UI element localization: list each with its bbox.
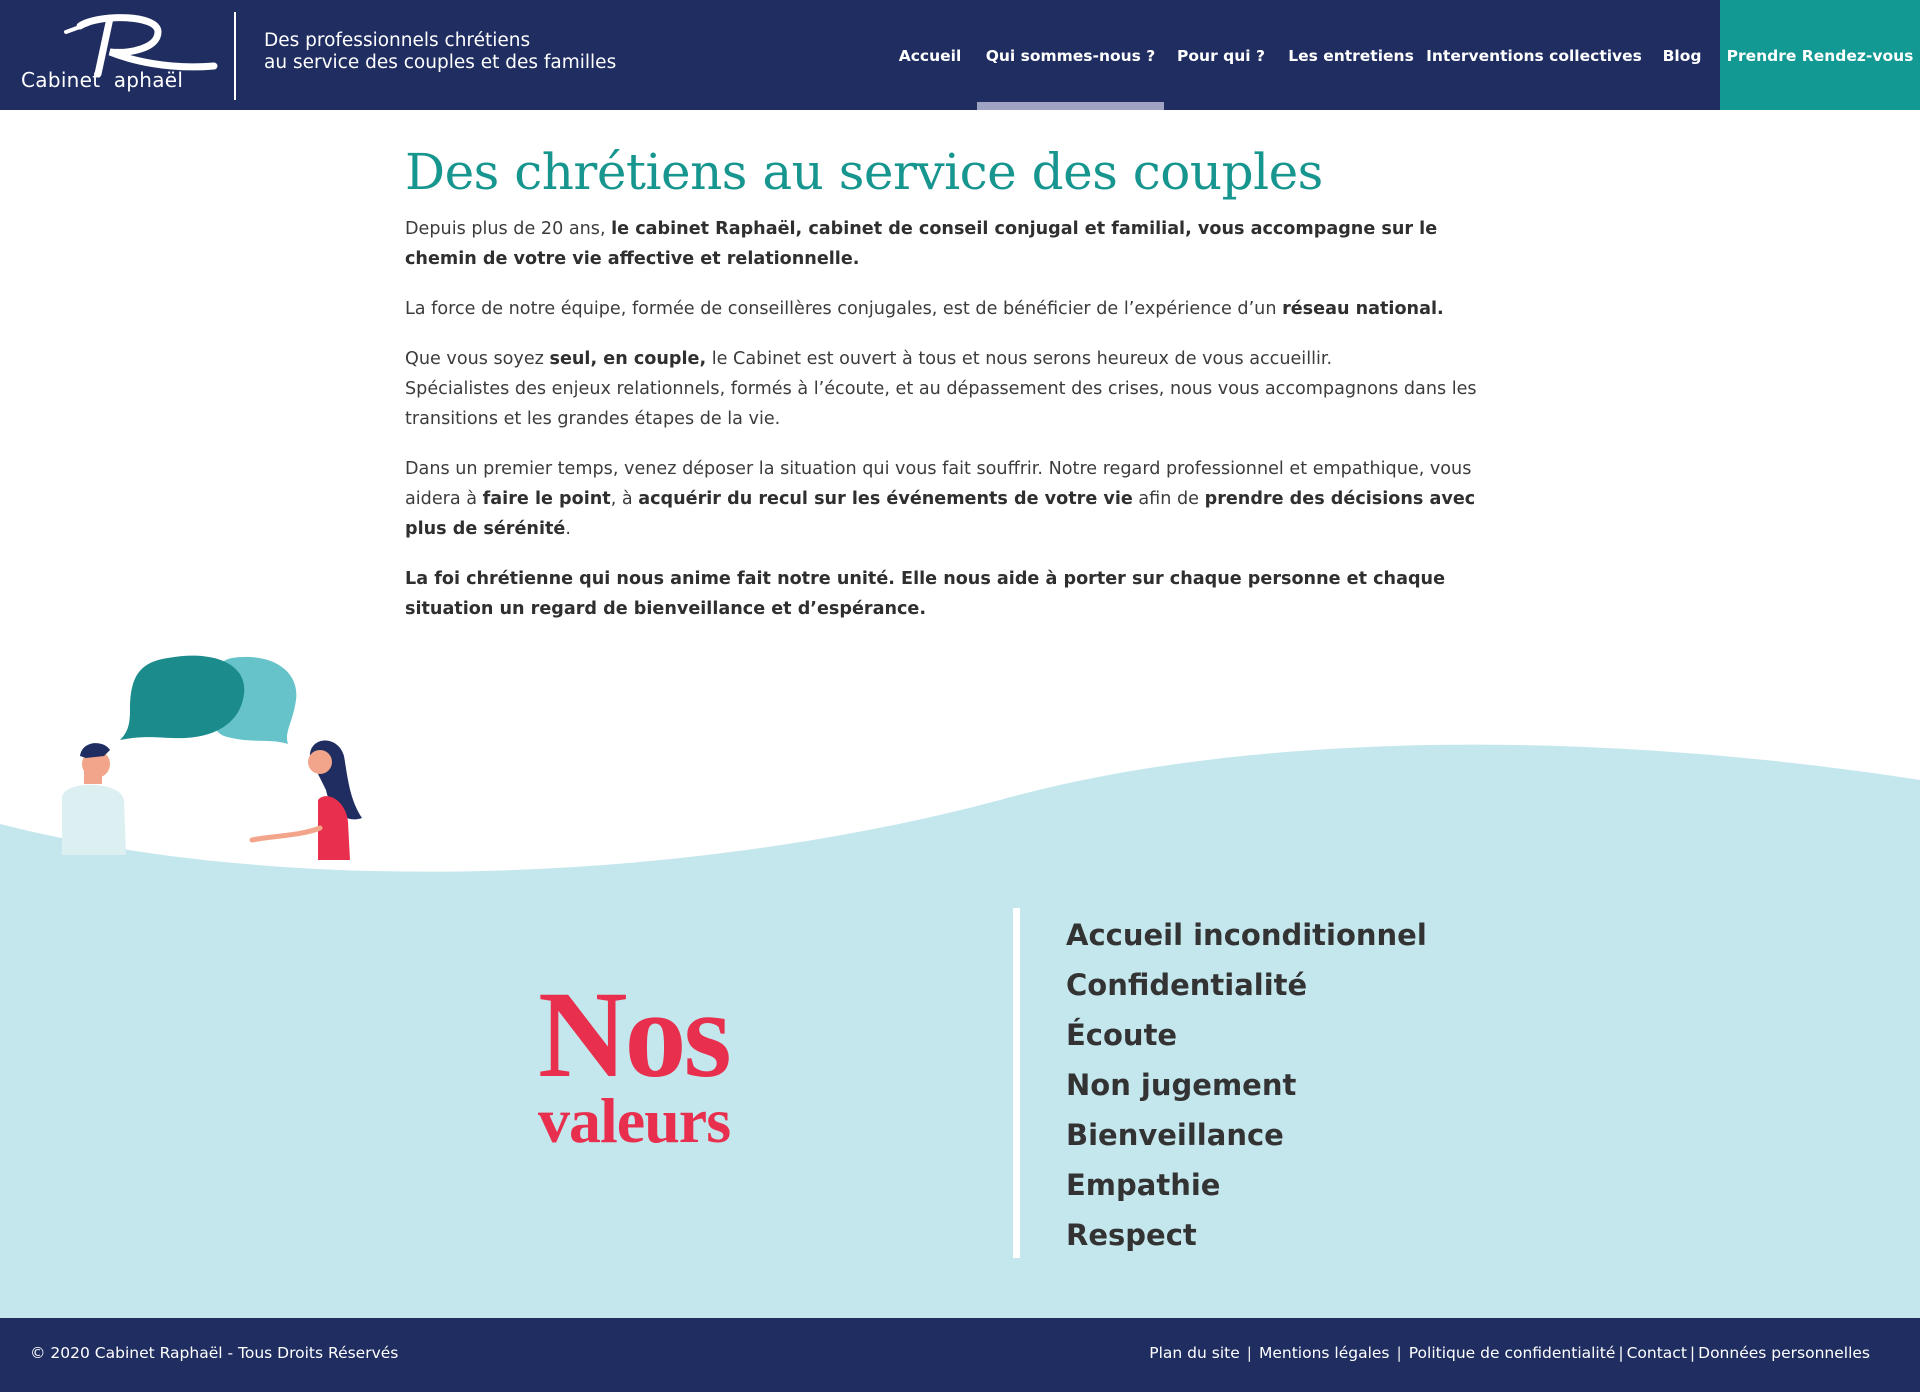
value-item: Bienveillance <box>1066 1118 1284 1152</box>
copyright-text: © 2020 Cabinet Raphaël - Tous Droits Réservés <box>30 1344 399 1362</box>
footer-separator: | <box>1689 1344 1696 1362</box>
nav-item-les-entretiens[interactable]: Les entretiens <box>1288 47 1414 65</box>
value-item: Confidentialité <box>1066 968 1308 1002</box>
page-title: Des chrétiens au service des couples <box>405 143 1323 201</box>
nav-item-accueil[interactable]: Accueil <box>898 47 962 65</box>
footer-separator: | <box>1246 1344 1252 1362</box>
nav-item-blog[interactable]: Blog <box>1662 47 1702 65</box>
value-item: Non jugement <box>1066 1068 1297 1102</box>
team-paragraph: La force de notre équipe, formée de conseillères conjugales, est de bénéficier de l’expérience d’un réseau national. <box>405 299 1444 319</box>
value-item: Accueil inconditionnel <box>1066 918 1427 952</box>
tagline-line-1: Des professionnels chrétiens <box>264 30 531 51</box>
nav-item-interventions-collectives[interactable]: Interventions collectives <box>1426 47 1642 65</box>
values-list <box>1066 910 1427 1260</box>
site-footer <box>0 1318 1920 1392</box>
footer-separator: | <box>1618 1344 1624 1362</box>
nav-item-pour-qui[interactable]: Pour qui ? <box>1177 47 1265 65</box>
main-content <box>405 138 1515 644</box>
footer-separator: | <box>1396 1344 1402 1362</box>
tagline-line-2: au service des couples et des familles <box>264 52 617 73</box>
site-header <box>0 0 1920 110</box>
man-figure-icon <box>62 743 126 855</box>
footer-links <box>1149 1344 1870 1362</box>
nav-item-qui-sommes-nous[interactable]: Qui sommes-nous ? <box>977 0 1164 110</box>
prendre-rendez-vous-button[interactable]: Prendre Rendez-vous <box>1720 0 1920 110</box>
footer-link-contact[interactable]: Contact <box>1626 1344 1687 1362</box>
logo-text: Cabinet aphaël <box>21 68 184 92</box>
value-item: Écoute <box>1066 1018 1178 1052</box>
conversation-illustration <box>0 640 380 870</box>
main-nav <box>0 0 1920 110</box>
intro-paragraph: Depuis plus de 20 ans, le cabinet Raphaël, cabinet de conseil conjugal et familial, vous accompagne sur le chemin de votre vie affective et relationnelle. <box>405 219 1438 269</box>
welcome-paragraph: Que vous soyez seul, en couple, le Cabinet est ouvert à tous et nous serons heureux de vous accueillir. Spécialistes des enjeux relationnels, formés à l’écoute, et au dépassement des crises, nous vous accompagnons dans les transitions et les grandes étapes de la vie. <box>405 349 1477 429</box>
values-divider <box>1013 908 1020 1258</box>
value-item: Empathie <box>1066 1168 1221 1202</box>
values-heading <box>538 966 731 1156</box>
footer-link-donnees-personnelles[interactable]: Données personnelles <box>1698 1344 1870 1362</box>
footer-link-politique-confidentialite[interactable]: Politique de confidentialité <box>1408 1344 1616 1362</box>
woman-figure-icon <box>252 740 362 860</box>
value-item: Respect <box>1066 1218 1197 1252</box>
values-heading-valeurs: valeurs <box>538 1085 731 1156</box>
footer-link-mentions-legales[interactable]: Mentions légales <box>1258 1344 1390 1362</box>
faith-paragraph: La foi chrétienne qui nous anime fait notre unité. Elle nous aide à porter sur chaque personne et chaque situation un regard de bienveillance et d’espérance. <box>405 569 1446 619</box>
footer-link-plan-du-site[interactable]: Plan du site <box>1149 1344 1240 1362</box>
approach-paragraph: Dans un premier temps, venez déposer la situation qui vous fait souffrir. Notre regard professionnel et empathique, vous aidera à faire le point, à acquérir du recul sur les événements de votre vie afin de prendre des décisions avec plus de sérénité. <box>405 459 1476 539</box>
values-heading-nos: Nos <box>538 966 729 1103</box>
